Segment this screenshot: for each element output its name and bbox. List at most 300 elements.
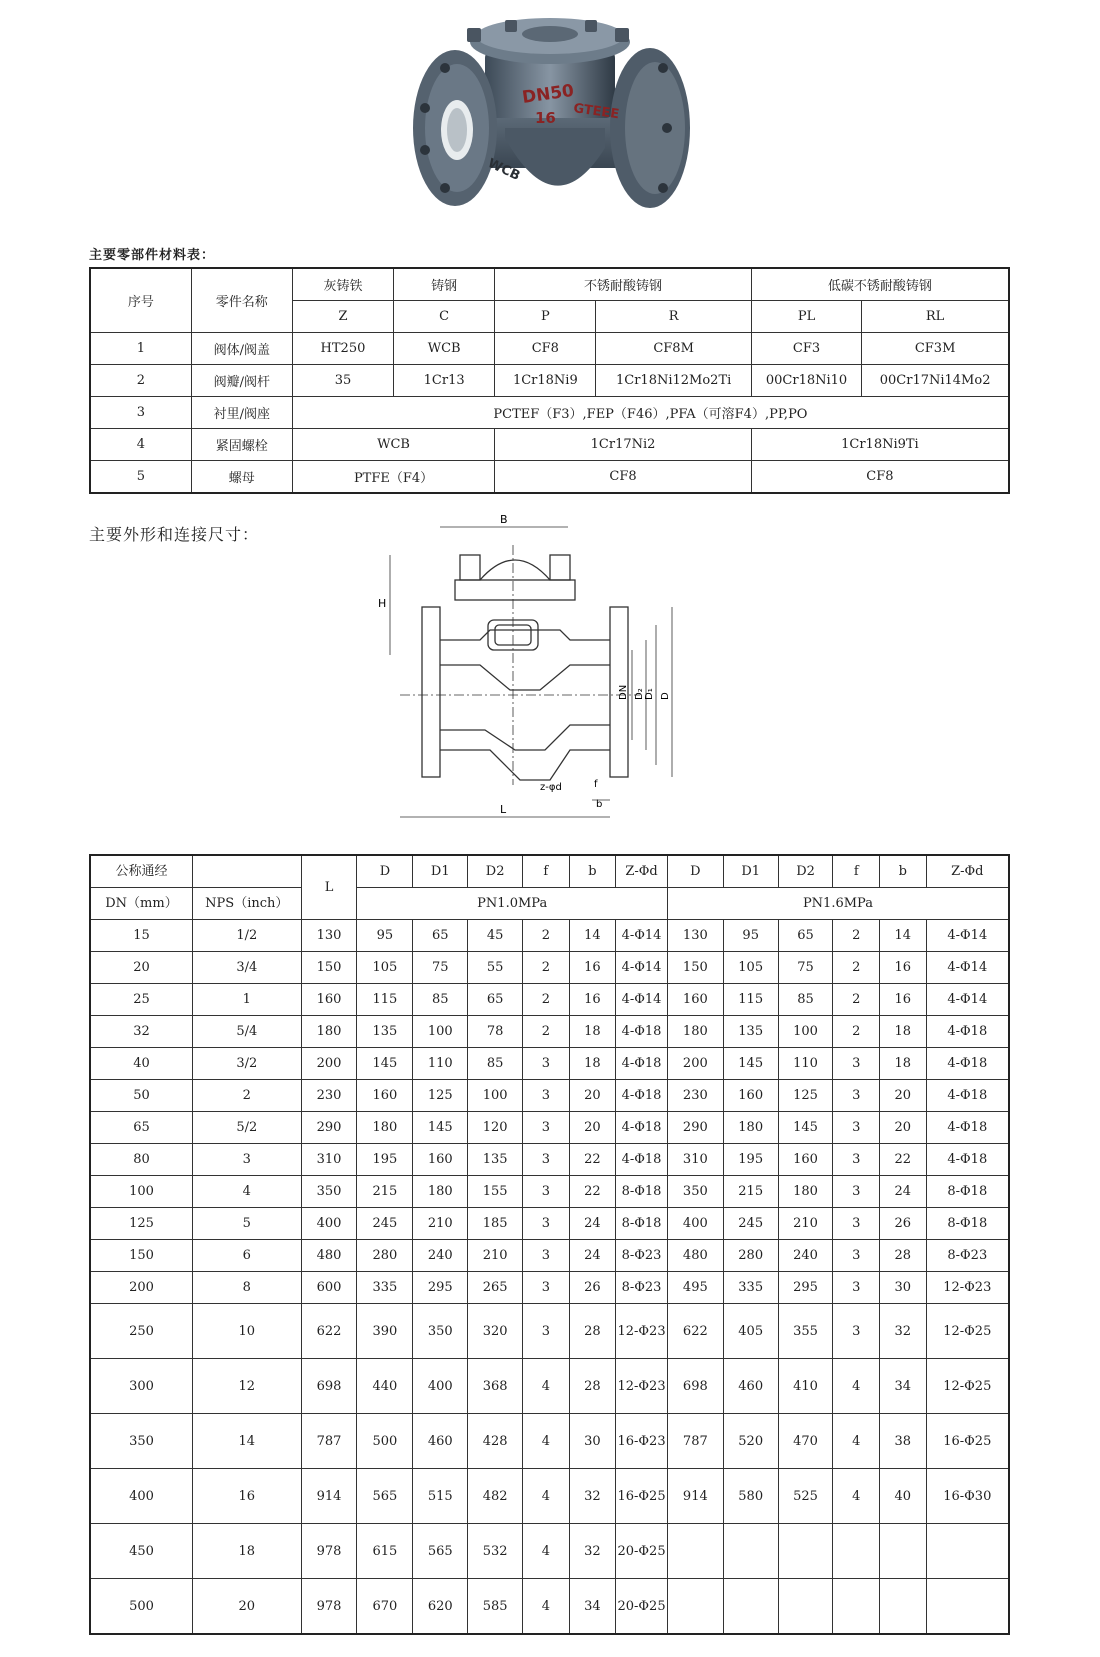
cell: 螺母 xyxy=(191,461,292,494)
cell: 3 xyxy=(833,1176,880,1208)
cell: 1 xyxy=(90,333,191,365)
cell: 185 xyxy=(468,1208,523,1240)
cell: 105 xyxy=(357,952,413,984)
cell: 8 xyxy=(192,1272,301,1304)
cell: 3 xyxy=(833,1048,880,1080)
cell: 100 xyxy=(413,1016,468,1048)
cell: 135 xyxy=(723,1016,778,1048)
cell: 2 xyxy=(90,365,191,397)
cell: 4 xyxy=(523,1414,570,1469)
cell: 290 xyxy=(301,1112,357,1144)
table-row xyxy=(90,920,1009,952)
materials-title: 主要零部件材料表： xyxy=(89,248,216,263)
cell: 368 xyxy=(468,1359,523,1414)
cell: 3 xyxy=(523,1112,570,1144)
cell: 482 xyxy=(468,1469,523,1524)
header-col: f xyxy=(833,855,880,888)
cell: 265 xyxy=(468,1272,523,1304)
drawing-label: D xyxy=(660,692,671,700)
cell: 480 xyxy=(667,1240,723,1272)
cell: 135 xyxy=(468,1144,523,1176)
table-row xyxy=(90,984,1009,1016)
cell: 75 xyxy=(778,952,833,984)
casting-text: WCB xyxy=(485,156,523,184)
cell: 8-Φ18 xyxy=(926,1176,1009,1208)
cell: 4 xyxy=(523,1524,570,1579)
cell: 50 xyxy=(90,1080,192,1112)
cell: 34 xyxy=(569,1579,616,1635)
valve-photo xyxy=(405,8,705,240)
cell: 5 xyxy=(90,461,191,494)
cell: 155 xyxy=(468,1176,523,1208)
cell: 440 xyxy=(357,1359,413,1414)
cell: 787 xyxy=(301,1414,357,1469)
header-code: Z xyxy=(292,301,393,333)
cell: 100 xyxy=(778,1016,833,1048)
cell: 145 xyxy=(778,1112,833,1144)
cell: 410 xyxy=(778,1359,833,1414)
cell: PTFE（F4） xyxy=(292,461,494,494)
cell: 00Cr17Ni14Mo2 xyxy=(862,365,1009,397)
cell: 620 xyxy=(413,1579,468,1635)
cell: 45 xyxy=(468,920,523,952)
cell: 1Cr13 xyxy=(394,365,495,397)
cell: 355 xyxy=(778,1304,833,1359)
cell: 500 xyxy=(90,1579,192,1635)
header-col: D xyxy=(667,855,723,888)
cell xyxy=(667,1579,723,1635)
cell: 4-Φ18 xyxy=(926,1112,1009,1144)
table-row xyxy=(90,365,1009,397)
drawing-label: f xyxy=(594,779,598,790)
cell: 4 xyxy=(833,1359,880,1414)
header-group: 灰铸铁 xyxy=(292,268,393,301)
cell: 622 xyxy=(667,1304,723,1359)
cell: 20 xyxy=(880,1112,927,1144)
cell: 400 xyxy=(90,1469,192,1524)
cell: 405 xyxy=(723,1304,778,1359)
header-part: 零件名称 xyxy=(191,268,292,333)
table-row xyxy=(90,461,1009,494)
cell: 622 xyxy=(301,1304,357,1359)
cell: 130 xyxy=(301,920,357,952)
cell: 4-Φ14 xyxy=(616,952,668,984)
cell: 2 xyxy=(523,1016,570,1048)
cell: 580 xyxy=(723,1469,778,1524)
cell: 阀体/阀盖 xyxy=(191,333,292,365)
cell: 18 xyxy=(569,1016,616,1048)
header-col: D1 xyxy=(723,855,778,888)
cell: 240 xyxy=(413,1240,468,1272)
table-row xyxy=(90,1240,1009,1272)
cell: 3 xyxy=(523,1080,570,1112)
cell: 520 xyxy=(723,1414,778,1469)
cell: 250 xyxy=(90,1304,192,1359)
cell: 4 xyxy=(833,1469,880,1524)
cell: 55 xyxy=(468,952,523,984)
cell: 紧固螺栓 xyxy=(191,429,292,461)
cell: 22 xyxy=(569,1144,616,1176)
cell: 4-Φ14 xyxy=(616,984,668,1016)
cell: 16-Φ23 xyxy=(616,1414,668,1469)
cell: 15 xyxy=(90,920,192,952)
cell: 565 xyxy=(413,1524,468,1579)
cell: 18 xyxy=(569,1048,616,1080)
cell: 1/2 xyxy=(192,920,301,952)
drawing-label: b xyxy=(596,799,603,810)
header-code: R xyxy=(596,301,751,333)
cell: 978 xyxy=(301,1524,357,1579)
cell xyxy=(833,1524,880,1579)
cell: 495 xyxy=(667,1272,723,1304)
cell: 150 xyxy=(90,1240,192,1272)
cell: 460 xyxy=(413,1414,468,1469)
header-empty xyxy=(192,855,301,888)
cell: 100 xyxy=(90,1176,192,1208)
cell: 145 xyxy=(413,1112,468,1144)
cell: 180 xyxy=(723,1112,778,1144)
cell: 16 xyxy=(880,984,927,1016)
cell: 20 xyxy=(192,1579,301,1635)
cell: 32 xyxy=(569,1469,616,1524)
drawing-label: DN xyxy=(618,684,629,700)
cell: 5/2 xyxy=(192,1112,301,1144)
cell: 525 xyxy=(778,1469,833,1524)
cell: PCTEF（F3）,FEP（F46）,PFA（可溶F4）,PP,PO xyxy=(292,397,1009,429)
header-col: f xyxy=(523,855,570,888)
casting-text: DN50 xyxy=(520,80,576,108)
cell: 4-Φ18 xyxy=(616,1112,668,1144)
cell: 3 xyxy=(833,1240,880,1272)
cell: 20-Φ25 xyxy=(616,1579,668,1635)
cell: 160 xyxy=(667,984,723,1016)
cell: 3 xyxy=(192,1144,301,1176)
header-no: 序号 xyxy=(90,268,191,333)
header-col: D2 xyxy=(778,855,833,888)
cell: 1Cr18Ni12Mo2Ti xyxy=(596,365,751,397)
cell: 4 xyxy=(523,1359,570,1414)
cell: 125 xyxy=(413,1080,468,1112)
cell: 3 xyxy=(523,1304,570,1359)
materials-table xyxy=(89,267,1010,494)
cell: 615 xyxy=(357,1524,413,1579)
cell: 110 xyxy=(778,1048,833,1080)
cell: 180 xyxy=(413,1176,468,1208)
cell: 280 xyxy=(723,1240,778,1272)
header-code: PL xyxy=(751,301,861,333)
cell: 4-Φ18 xyxy=(616,1144,668,1176)
cell: 4-Φ18 xyxy=(926,1080,1009,1112)
cell: 2 xyxy=(833,920,880,952)
header-nominal: 公称通经 xyxy=(90,855,192,888)
cell: 8-Φ18 xyxy=(616,1176,668,1208)
cell: 125 xyxy=(778,1080,833,1112)
cell: 130 xyxy=(667,920,723,952)
cell: 30 xyxy=(569,1414,616,1469)
casting-text: GTEEE xyxy=(572,101,621,123)
cell: 14 xyxy=(569,920,616,952)
cell: 3 xyxy=(523,1208,570,1240)
cell: 180 xyxy=(667,1016,723,1048)
cell: 2 xyxy=(833,984,880,1016)
cell: 3 xyxy=(833,1080,880,1112)
cell: 25 xyxy=(90,984,192,1016)
cell: 28 xyxy=(569,1359,616,1414)
cell: 78 xyxy=(468,1016,523,1048)
cell: 350 xyxy=(413,1304,468,1359)
table-row xyxy=(90,1208,1009,1240)
cell: 12-Φ25 xyxy=(926,1304,1009,1359)
table-row xyxy=(90,397,1009,429)
header-col: D1 xyxy=(413,855,468,888)
cell: 180 xyxy=(357,1112,413,1144)
table-row xyxy=(90,1048,1009,1080)
table-row xyxy=(90,952,1009,984)
cell: 2 xyxy=(523,920,570,952)
cell: WCB xyxy=(292,429,494,461)
cell: 32 xyxy=(90,1016,192,1048)
cell: 160 xyxy=(778,1144,833,1176)
cell: 3 xyxy=(523,1144,570,1176)
cell: 8-Φ23 xyxy=(616,1272,668,1304)
cell: 1Cr17Ni2 xyxy=(495,429,752,461)
header-code: RL xyxy=(862,301,1009,333)
cell: 4-Φ18 xyxy=(616,1048,668,1080)
cell xyxy=(667,1524,723,1579)
header-pn16: PN1.6MPa xyxy=(667,888,1009,920)
cell: 3 xyxy=(523,1240,570,1272)
cell: 145 xyxy=(357,1048,413,1080)
cell: 200 xyxy=(90,1272,192,1304)
cell: 4 xyxy=(192,1176,301,1208)
cell: CF3M xyxy=(862,333,1009,365)
cell: 390 xyxy=(357,1304,413,1359)
valve-drawing xyxy=(378,513,720,830)
cell: 565 xyxy=(357,1469,413,1524)
cell: 115 xyxy=(357,984,413,1016)
drawing-label: H xyxy=(378,597,387,610)
cell: 12-Φ23 xyxy=(616,1304,668,1359)
table-row xyxy=(90,1579,1009,1635)
cell: 450 xyxy=(90,1524,192,1579)
casting-text: 16 xyxy=(535,109,556,127)
table-row xyxy=(90,1304,1009,1359)
cell: 65 xyxy=(468,984,523,1016)
cell: 4 xyxy=(90,429,191,461)
cell: 5/4 xyxy=(192,1016,301,1048)
cell: 290 xyxy=(667,1112,723,1144)
cell: 12-Φ23 xyxy=(616,1359,668,1414)
cell: 978 xyxy=(301,1579,357,1635)
cell: 195 xyxy=(723,1144,778,1176)
cell: 180 xyxy=(778,1176,833,1208)
cell: 3/2 xyxy=(192,1048,301,1080)
cell: 5 xyxy=(192,1208,301,1240)
cell: 32 xyxy=(880,1304,927,1359)
cell: 280 xyxy=(357,1240,413,1272)
cell: 14 xyxy=(880,920,927,952)
cell: 8-Φ18 xyxy=(616,1208,668,1240)
cell: 670 xyxy=(357,1579,413,1635)
header-group: 铸钢 xyxy=(394,268,495,301)
drawing-label: D₂ xyxy=(634,688,645,700)
cell: 200 xyxy=(301,1048,357,1080)
header-code: C xyxy=(394,301,495,333)
cell: 585 xyxy=(468,1579,523,1635)
cell: 160 xyxy=(723,1080,778,1112)
cell: 12-Φ25 xyxy=(926,1359,1009,1414)
header-L: L xyxy=(301,855,357,920)
cell: 65 xyxy=(778,920,833,952)
drawing-label: L xyxy=(500,803,507,816)
cell: 532 xyxy=(468,1524,523,1579)
header-col: b xyxy=(569,855,616,888)
cell: 24 xyxy=(880,1176,927,1208)
cell: 38 xyxy=(880,1414,927,1469)
cell: 2 xyxy=(523,984,570,1016)
cell: 350 xyxy=(301,1176,357,1208)
cell: 300 xyxy=(90,1359,192,1414)
dims-title: 主要外形和连接尺寸： xyxy=(89,525,260,544)
cell xyxy=(926,1524,1009,1579)
cell: 4-Φ14 xyxy=(926,984,1009,1016)
cell: 400 xyxy=(667,1208,723,1240)
cell: 4-Φ14 xyxy=(616,920,668,952)
cell: 2 xyxy=(833,952,880,984)
cell xyxy=(723,1524,778,1579)
cell: 95 xyxy=(723,920,778,952)
header-group: 不锈耐酸铸钢 xyxy=(495,268,752,301)
cell: 320 xyxy=(468,1304,523,1359)
cell: 16-Φ25 xyxy=(616,1469,668,1524)
cell: 3 xyxy=(833,1144,880,1176)
cell: 195 xyxy=(357,1144,413,1176)
cell: 914 xyxy=(301,1469,357,1524)
cell: 14 xyxy=(192,1414,301,1469)
cell: 914 xyxy=(667,1469,723,1524)
cell: 110 xyxy=(413,1048,468,1080)
cell: 18 xyxy=(880,1016,927,1048)
cell: 28 xyxy=(880,1240,927,1272)
cell xyxy=(880,1579,927,1635)
cell: 500 xyxy=(357,1414,413,1469)
cell: 20 xyxy=(569,1080,616,1112)
cell: 480 xyxy=(301,1240,357,1272)
cell: 65 xyxy=(90,1112,192,1144)
cell xyxy=(880,1524,927,1579)
cell xyxy=(833,1579,880,1635)
cell: 20 xyxy=(90,952,192,984)
cell: WCB xyxy=(394,333,495,365)
cell: 4-Φ18 xyxy=(926,1144,1009,1176)
table-row xyxy=(90,1176,1009,1208)
cell: 230 xyxy=(301,1080,357,1112)
cell: 阀瓣/阀杆 xyxy=(191,365,292,397)
cell: 245 xyxy=(723,1208,778,1240)
cell: 310 xyxy=(667,1144,723,1176)
cell: 215 xyxy=(723,1176,778,1208)
cell: 85 xyxy=(413,984,468,1016)
cell: 22 xyxy=(880,1144,927,1176)
cell: 26 xyxy=(569,1272,616,1304)
cell: 150 xyxy=(301,952,357,984)
cell: 20-Φ25 xyxy=(616,1524,668,1579)
cell: 240 xyxy=(778,1240,833,1272)
cell: 4-Φ18 xyxy=(926,1048,1009,1080)
cell: 295 xyxy=(413,1272,468,1304)
cell: 8-Φ18 xyxy=(926,1208,1009,1240)
cell: 6 xyxy=(192,1240,301,1272)
cell: 350 xyxy=(90,1414,192,1469)
table-row xyxy=(90,1016,1009,1048)
cell: 2 xyxy=(833,1016,880,1048)
cell: 3 xyxy=(833,1272,880,1304)
cell: 34 xyxy=(880,1359,927,1414)
cell: 115 xyxy=(723,984,778,1016)
cell: 120 xyxy=(468,1112,523,1144)
cell: 3 xyxy=(523,1272,570,1304)
table-row xyxy=(90,1414,1009,1469)
cell: 85 xyxy=(468,1048,523,1080)
cell: 150 xyxy=(667,952,723,984)
cell: 2 xyxy=(523,952,570,984)
header-col: Z-Φd xyxy=(616,855,668,888)
cell: 16 xyxy=(569,952,616,984)
cell: 200 xyxy=(667,1048,723,1080)
cell: 160 xyxy=(413,1144,468,1176)
drawing-label: B xyxy=(500,513,508,526)
header-group: 低碳不锈耐酸铸钢 xyxy=(751,268,1009,301)
cell: 1 xyxy=(192,984,301,1016)
cell: 16 xyxy=(880,952,927,984)
cell: 2 xyxy=(192,1080,301,1112)
cell: 470 xyxy=(778,1414,833,1469)
table-row xyxy=(90,1080,1009,1112)
cell: 衬里/阀座 xyxy=(191,397,292,429)
cell: CF8 xyxy=(495,461,752,494)
cell: 335 xyxy=(723,1272,778,1304)
cell: 16 xyxy=(569,984,616,1016)
cell: 698 xyxy=(301,1359,357,1414)
cell: 22 xyxy=(569,1176,616,1208)
cell: 135 xyxy=(357,1016,413,1048)
cell: 698 xyxy=(667,1359,723,1414)
cell: 100 xyxy=(468,1080,523,1112)
cell: 3 xyxy=(833,1208,880,1240)
cell: 40 xyxy=(880,1469,927,1524)
cell: 210 xyxy=(468,1240,523,1272)
drawing-label: D₁ xyxy=(644,688,655,700)
cell: 75 xyxy=(413,952,468,984)
cell: 428 xyxy=(468,1414,523,1469)
table-row xyxy=(90,1144,1009,1176)
header-col: D xyxy=(357,855,413,888)
cell: 16-Φ25 xyxy=(926,1414,1009,1469)
cell: 210 xyxy=(778,1208,833,1240)
cell: 400 xyxy=(413,1359,468,1414)
table-row xyxy=(90,1524,1009,1579)
cell: 230 xyxy=(667,1080,723,1112)
table-row xyxy=(90,429,1009,461)
cell: 160 xyxy=(301,984,357,1016)
cell: 12-Φ23 xyxy=(926,1272,1009,1304)
cell: 3 xyxy=(833,1112,880,1144)
header-nps: NPS（inch） xyxy=(192,888,301,920)
cell: 00Cr18Ni10 xyxy=(751,365,861,397)
cell: 12 xyxy=(192,1359,301,1414)
cell: 28 xyxy=(569,1304,616,1359)
cell: 600 xyxy=(301,1272,357,1304)
